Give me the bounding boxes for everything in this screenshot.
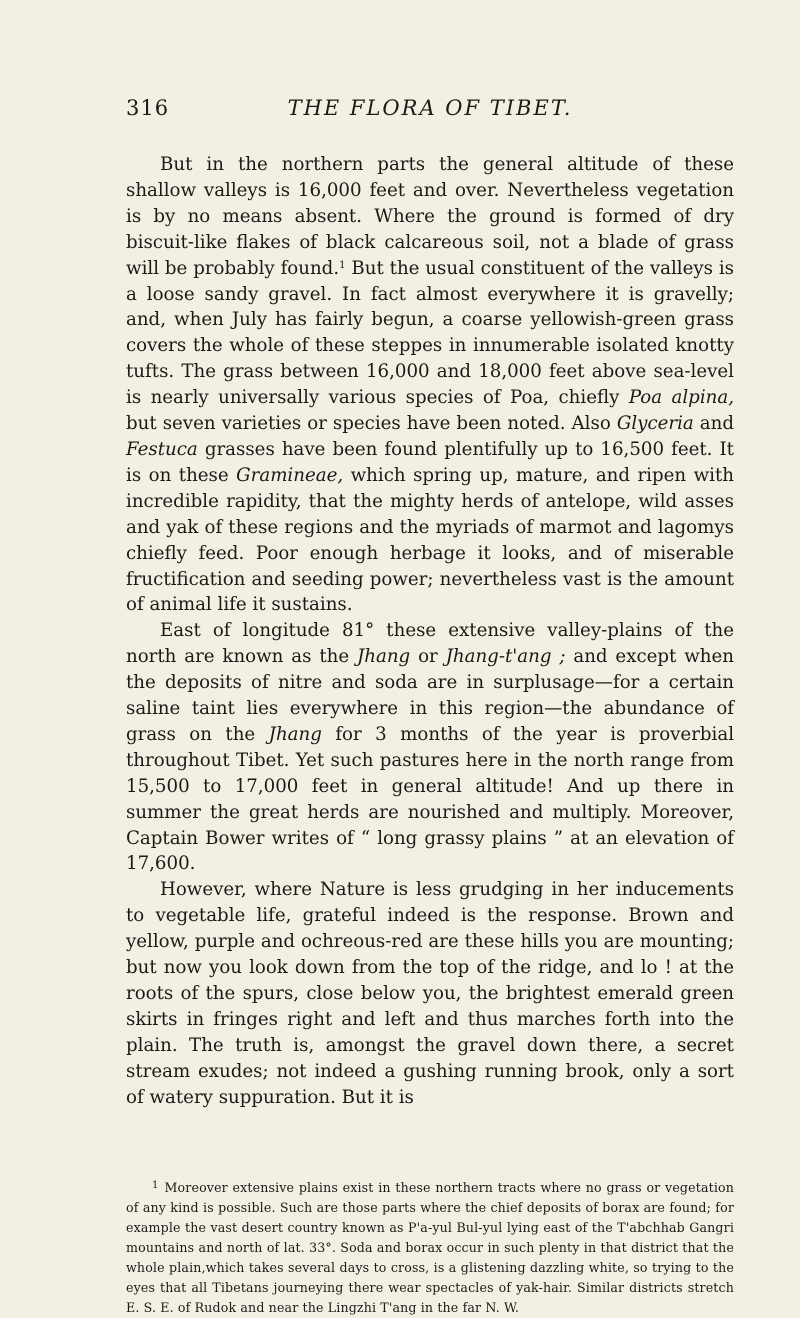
- footnote: [126, 1176, 734, 1318]
- italic-term: Jhang: [356, 646, 411, 668]
- body-text: [126, 152, 734, 1111]
- italic-term: Jhang-t'ang ;: [445, 646, 566, 668]
- italic-term: Jhang: [268, 723, 322, 745]
- text-run: and except when the deposits of nitre and soda are in surplusage—for a certain saline taint lies everywhere in this region—the abundance of grass on the: [126, 646, 734, 745]
- text-run: but seven varieties or species have been noted. Also: [126, 413, 617, 435]
- text-run: East of longitude 81° these extensive valley-plains of the north are known as the: [126, 620, 734, 668]
- paragraph-1: [126, 152, 734, 618]
- page-header: [126, 96, 734, 126]
- italic-term: Festuca: [126, 438, 198, 460]
- italic-term: Gramineae,: [236, 464, 344, 486]
- text-run: grasses have been found plentifully up to 16,500 feet. It is on these: [126, 438, 734, 486]
- text-run: for 3 months of the year is proverbial throughout Tibet. Yet such pastures here in the north range from 15,500 to 17,000 feet in general altitude! And up there in summer the great herds are nourished and multiply. Moreover, Captain Bower writes of “ long grassy plains ” at an elevation of 17,600.: [126, 723, 735, 875]
- text-run: But in the northern parts the general altitude of these shallow valleys is 16,000 feet and over. Nevertheless vegetation is by no means absent. Where the ground is formed of dry biscuit-like flakes of black calcareous soil, not a blade of grass will be probably found.: [126, 154, 734, 279]
- footnote-number: 1: [152, 1180, 159, 1191]
- page-number: 316: [126, 96, 170, 120]
- running-title: THE FLORA OF TIBET.: [287, 96, 573, 120]
- paragraph-2: [126, 618, 734, 877]
- text-run: However, where Nature is less grudging in her inducements to vegetable life, grateful indeed is the response. Brown and yellow, purple and ochreous-red are these hills you are mounting; but now you look down from the top of the ridge, and lo ! at the roots of the spurs, close below you, the brightest emerald green skirts in fringes right and left and thus marches forth into the plain. The truth is, amongst the gravel down there, a secret stream exudes; not indeed a gushing running brook, only a sort of watery suppuration. But it is: [126, 879, 734, 1108]
- paragraph-3: [126, 877, 734, 1110]
- text-run: and: [693, 413, 735, 435]
- text-run: which spring up, mature, and ripen with incredible rapidity, that the mighty herds of antelope, wild asses and yak of these regions and the myriads of marmot and lagomys chiefly feed. Poor enough herbage it looks, and of miserable fructification and seeding power; nevertheless vast is the amount of animal life it sustains.: [126, 464, 734, 616]
- text-run: But the usual constituent of the valleys is a loose sandy gravel. In fact almost everywhere it is gravelly; and, when July has fairly begun, a coarse yellowish-green grass covers the whole of these steppes in innumerable isolated knotty tufts. The grass between 16,000 and 18,000 feet above sea-level is nearly universally various species of Poa, chiefly: [126, 257, 734, 409]
- footnote-reference: 1: [339, 259, 346, 271]
- footnote-text: Moreover extensive plains exist in these northern tracts where no grass or vegetation of any kind is possible. Such are those parts where the chief deposits of borax are found; for example the vast desert country known as P'a-yul Bul-yul lying east of the T'abchhab Gangri mountains and north of lat. 33°. Soda and borax occur in such plenty in that district that the whole plain,which takes several days to cross, is a glistening dazzling white, so trying to the eyes that all Tibetans journeying there wear spectacles of yak-hair. Similar districts stretch E. S. E. of Rudok and near the Lingzhi T'ang in the far N. W.: [126, 1180, 734, 1315]
- text-run: or: [410, 646, 446, 668]
- italic-term: Glyceria: [616, 413, 694, 435]
- italic-term: Poa alpina,: [628, 387, 734, 409]
- footnotes: [126, 1176, 734, 1318]
